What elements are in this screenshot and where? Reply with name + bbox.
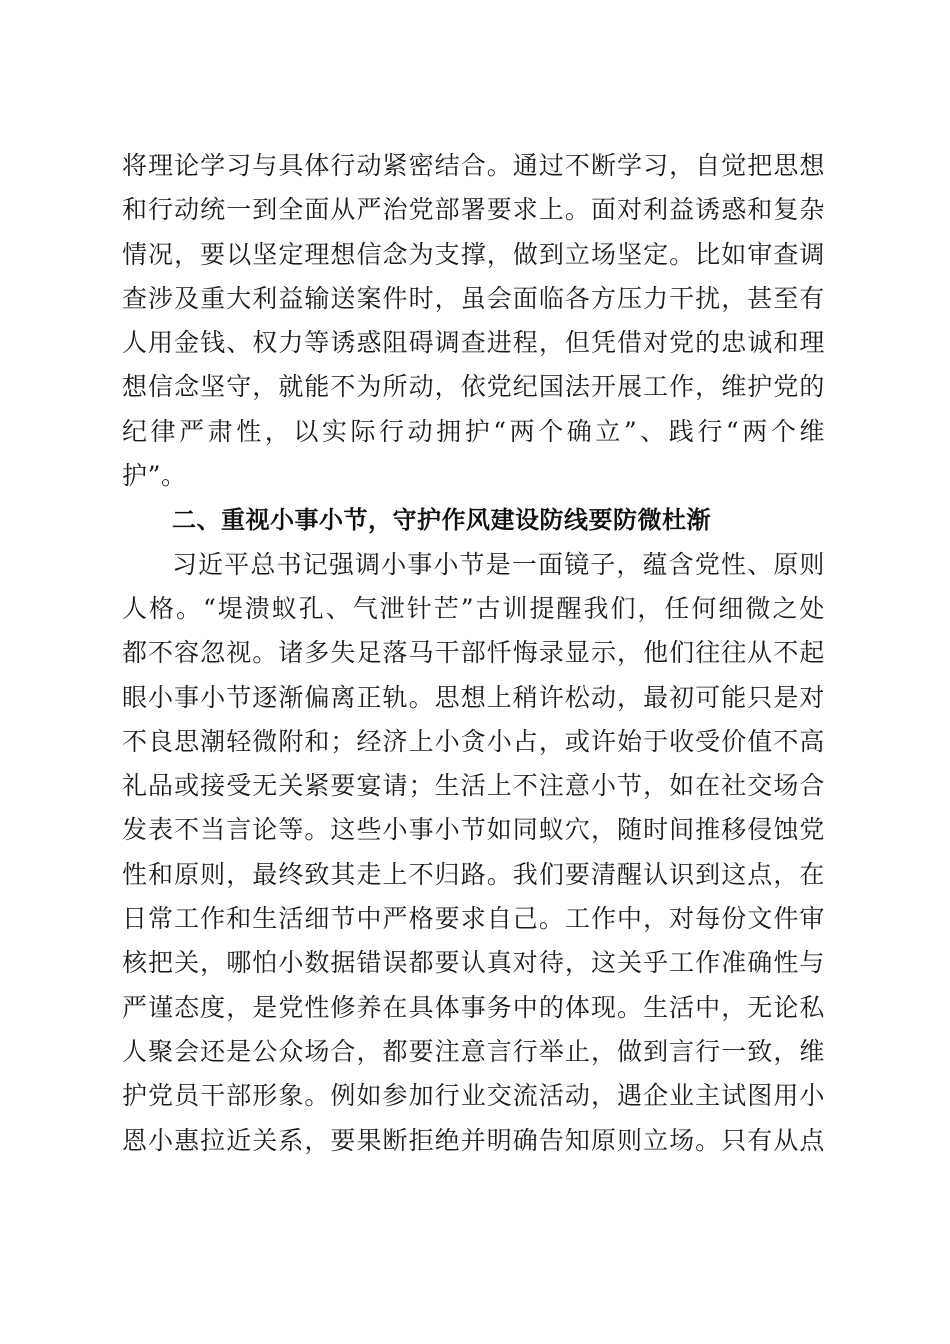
- text-line: 护党员干部形象。例如参加行业交流活动，遇企业主试图用小: [122, 1081, 825, 1111]
- text-line: 情况，要以坚定理想信念为支撑，做到立场坚定。比如审查调: [122, 239, 825, 269]
- text-line: 人用金钱、权力等诱惑阻碍调查进程，但凭借对党的忠诚和理: [122, 328, 825, 358]
- text-line: 发表不当言论等。这些小事小节如同蚁穴，随时间推移侵蚀党: [122, 815, 825, 845]
- text-line: 核把关，哪怕小数据错误都要认真对待，这关乎工作准确性与: [122, 948, 825, 978]
- text-line: 查涉及重大利益输送案件时，虽会面临各方压力干扰，甚至有: [122, 283, 825, 313]
- paragraph-2: [122, 543, 825, 1163]
- text-line: 将理论学习与具体行动紧密结合。通过不断学习，自觉把思想: [122, 151, 825, 180]
- text-line: 人聚会还是公众场合，都要注意言行举止，做到言行一致，维: [122, 1036, 825, 1066]
- text-line: 日常工作和生活细节中严格要求自己。工作中，对每份文件审: [122, 904, 825, 934]
- paragraph-1: [122, 144, 825, 498]
- text-line: 眼小事小节逐渐偏离正轨。思想上稍许松动，最初可能只是对: [122, 682, 825, 712]
- text-line: 都不容忽视。诸多失足落马干部忏悔录显示，他们往往从不起: [122, 638, 825, 668]
- text-line: 护”。: [122, 461, 187, 491]
- text-line: 想信念坚守，就能不为所动，依党纪国法开展工作，维护党的: [122, 372, 825, 402]
- text-line: 人格。“堤溃蚁孔、气泄针芒”古训提醒我们，任何细微之处: [122, 593, 825, 623]
- text-line: 和行动统一到全面从严治党部署要求上。面对利益诱惑和复杂: [122, 195, 825, 225]
- text-line: 严谨态度，是党性修养在具体事务中的体现。生活中，无论私: [122, 992, 825, 1022]
- document-body: [122, 144, 825, 1163]
- text-line: 不良思潮轻微附和；经济上小贪小占，或许始于收受价值不高: [122, 726, 825, 756]
- text-line: 纪律严肃性，以实际行动拥护“两个确立”、践行“两个维: [122, 416, 825, 446]
- text-line: 礼品或接受无关紧要宴请；生活上不注意小节，如在社交场合: [122, 771, 825, 801]
- text-line: 恩小惠拉近关系，要果断拒绝并明确告知原则立场。只有从点: [122, 1125, 825, 1155]
- text-line: 性和原则，最终致其走上不归路。我们要清醒认识到这点，在: [122, 859, 825, 889]
- section-heading: 二、重视小事小节，守护作风建设防线要防微杜渐: [172, 506, 711, 535]
- text-line: 习近平总书记强调小事小节是一面镜子，蕴含党性、原则: [172, 549, 825, 579]
